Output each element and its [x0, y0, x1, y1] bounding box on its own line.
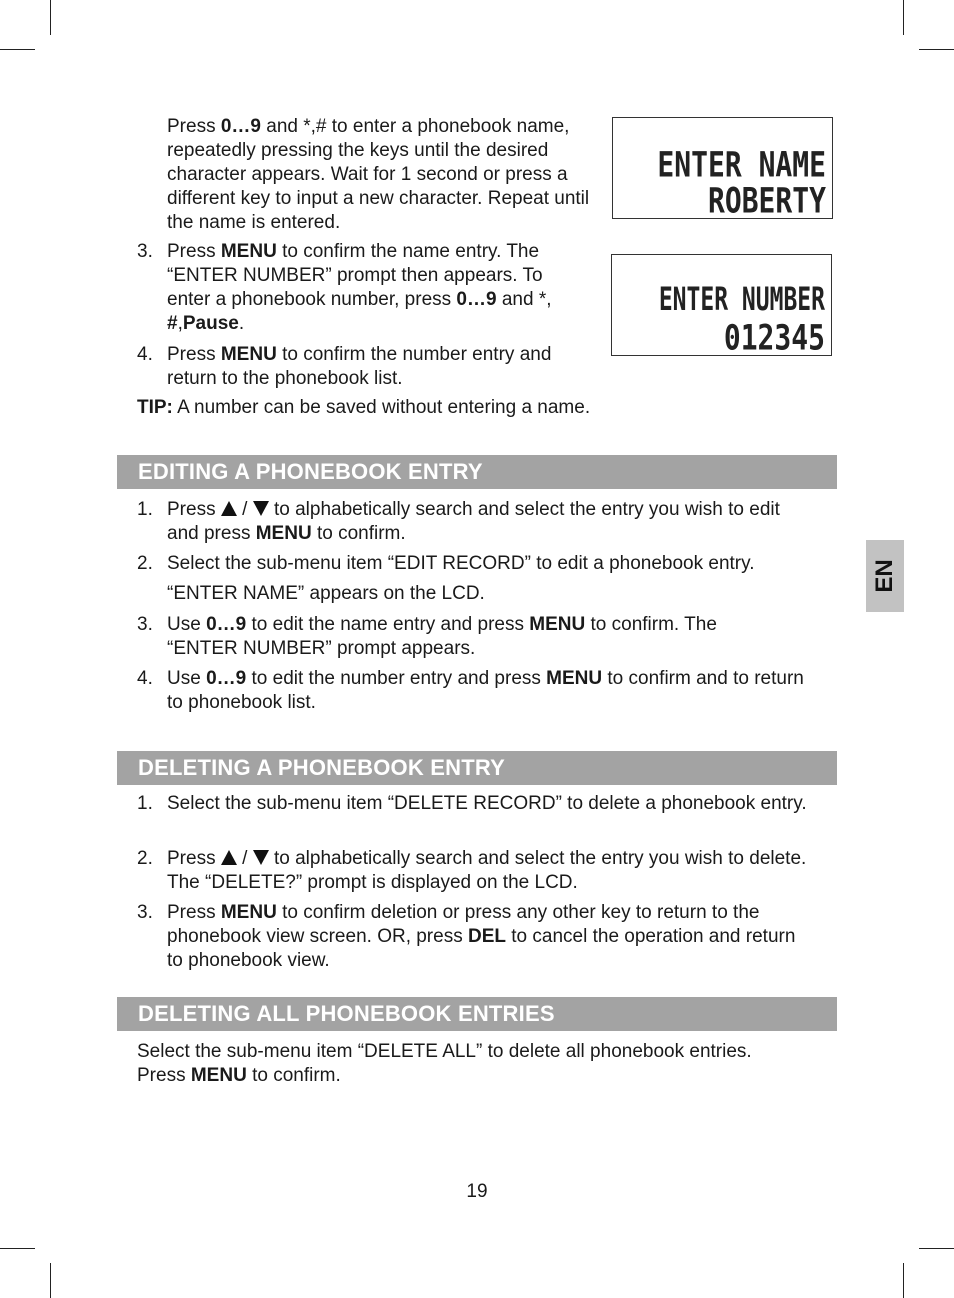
list-item: Press / to alphabetically search and select the entry you wish to delete. The “DELETE?” prompt is displayed on the LCD.	[167, 848, 807, 893]
crop-mark	[903, 0, 904, 35]
section-heading-editing	[117, 455, 837, 489]
page-number: 19	[466, 1181, 488, 1202]
lcd-line: ROBERTY	[707, 179, 826, 222]
down-arrow-icon	[253, 850, 269, 865]
section-heading-deleting	[117, 751, 837, 785]
crop-mark	[919, 1248, 954, 1249]
list-number: 4.	[137, 668, 153, 689]
crop-mark	[50, 0, 51, 35]
list-number: 2.	[137, 553, 153, 574]
crop-mark	[0, 1248, 35, 1249]
crop-mark	[50, 1263, 51, 1298]
crop-mark	[919, 49, 954, 50]
list-item: Select the sub-menu item “DELETE RECORD” to delete a phonebook entry.	[167, 793, 807, 814]
list-item: Press MENU to confirm the name entry. The “ENTER NUMBER” prompt then appears. To enter a phonebook number, press 0…9 and *, #,Pause.	[167, 241, 552, 334]
list-number: 1.	[137, 499, 153, 520]
crop-mark	[903, 1263, 904, 1298]
section-heading-text: DELETING ALL PHONEBOOK ENTRIES	[138, 1001, 555, 1026]
tip-text: TIP: A number can be saved without entering a name.	[137, 397, 591, 418]
lcd-display-name	[612, 117, 833, 222]
down-arrow-icon	[253, 501, 269, 516]
list-number: 3.	[137, 241, 153, 262]
list-number: 3.	[137, 614, 153, 635]
paragraph: Select the sub-menu item “DELETE ALL” to delete all phonebook entries.	[137, 1041, 752, 1062]
list-number: 4.	[137, 344, 153, 365]
list-number: 3.	[137, 902, 153, 923]
section-heading-deleting-all	[117, 997, 837, 1031]
list-item-continuation: “ENTER NAME” appears on the LCD.	[167, 583, 485, 604]
up-arrow-icon	[221, 850, 237, 865]
list-number: 2.	[137, 848, 153, 869]
lcd-line: ENTER NAME	[657, 143, 826, 186]
paragraph: Press MENU to confirm.	[137, 1065, 341, 1086]
list-item: Use 0…9 to edit the name entry and press MENU to confirm. The “ENTER NUMBER” prompt appears.	[167, 614, 717, 659]
up-arrow-icon	[221, 501, 237, 516]
list-item: Press / to alphabetically search and select the entry you wish to edit and press MENU to confirm.	[167, 499, 780, 544]
list-item: Select the sub-menu item “EDIT RECORD” to edit a phonebook entry.	[167, 553, 755, 574]
lcd-line: ENTER NUMBER	[658, 281, 825, 319]
lcd-line: 012345	[723, 316, 825, 359]
lcd-display-number	[611, 254, 832, 359]
intro-paragraph: Press 0…9 and *,# to enter a phonebook name, repeatedly pressing the keys until the desired character appears. Wait for 1 second or press a different key to input a new character. Repeat until the name is entered.	[167, 116, 590, 233]
list-item: Press MENU to confirm the number entry and return to the phonebook list.	[167, 344, 552, 389]
list-item: Press MENU to confirm deletion or press any other key to return to the phonebook view screen. OR, press DEL to cancel the operation and return to phonebook view.	[167, 902, 796, 971]
language-tab	[866, 540, 904, 612]
language-tab-label: EN	[871, 559, 898, 593]
list-number: 1.	[137, 793, 153, 814]
crop-mark	[0, 49, 35, 50]
list-item: Use 0…9 to edit the number entry and press MENU to confirm and to return to phonebook list.	[167, 668, 804, 713]
section-heading-text: EDITING A PHONEBOOK ENTRY	[138, 459, 483, 484]
section-heading-text: DELETING A PHONEBOOK ENTRY	[138, 755, 505, 780]
